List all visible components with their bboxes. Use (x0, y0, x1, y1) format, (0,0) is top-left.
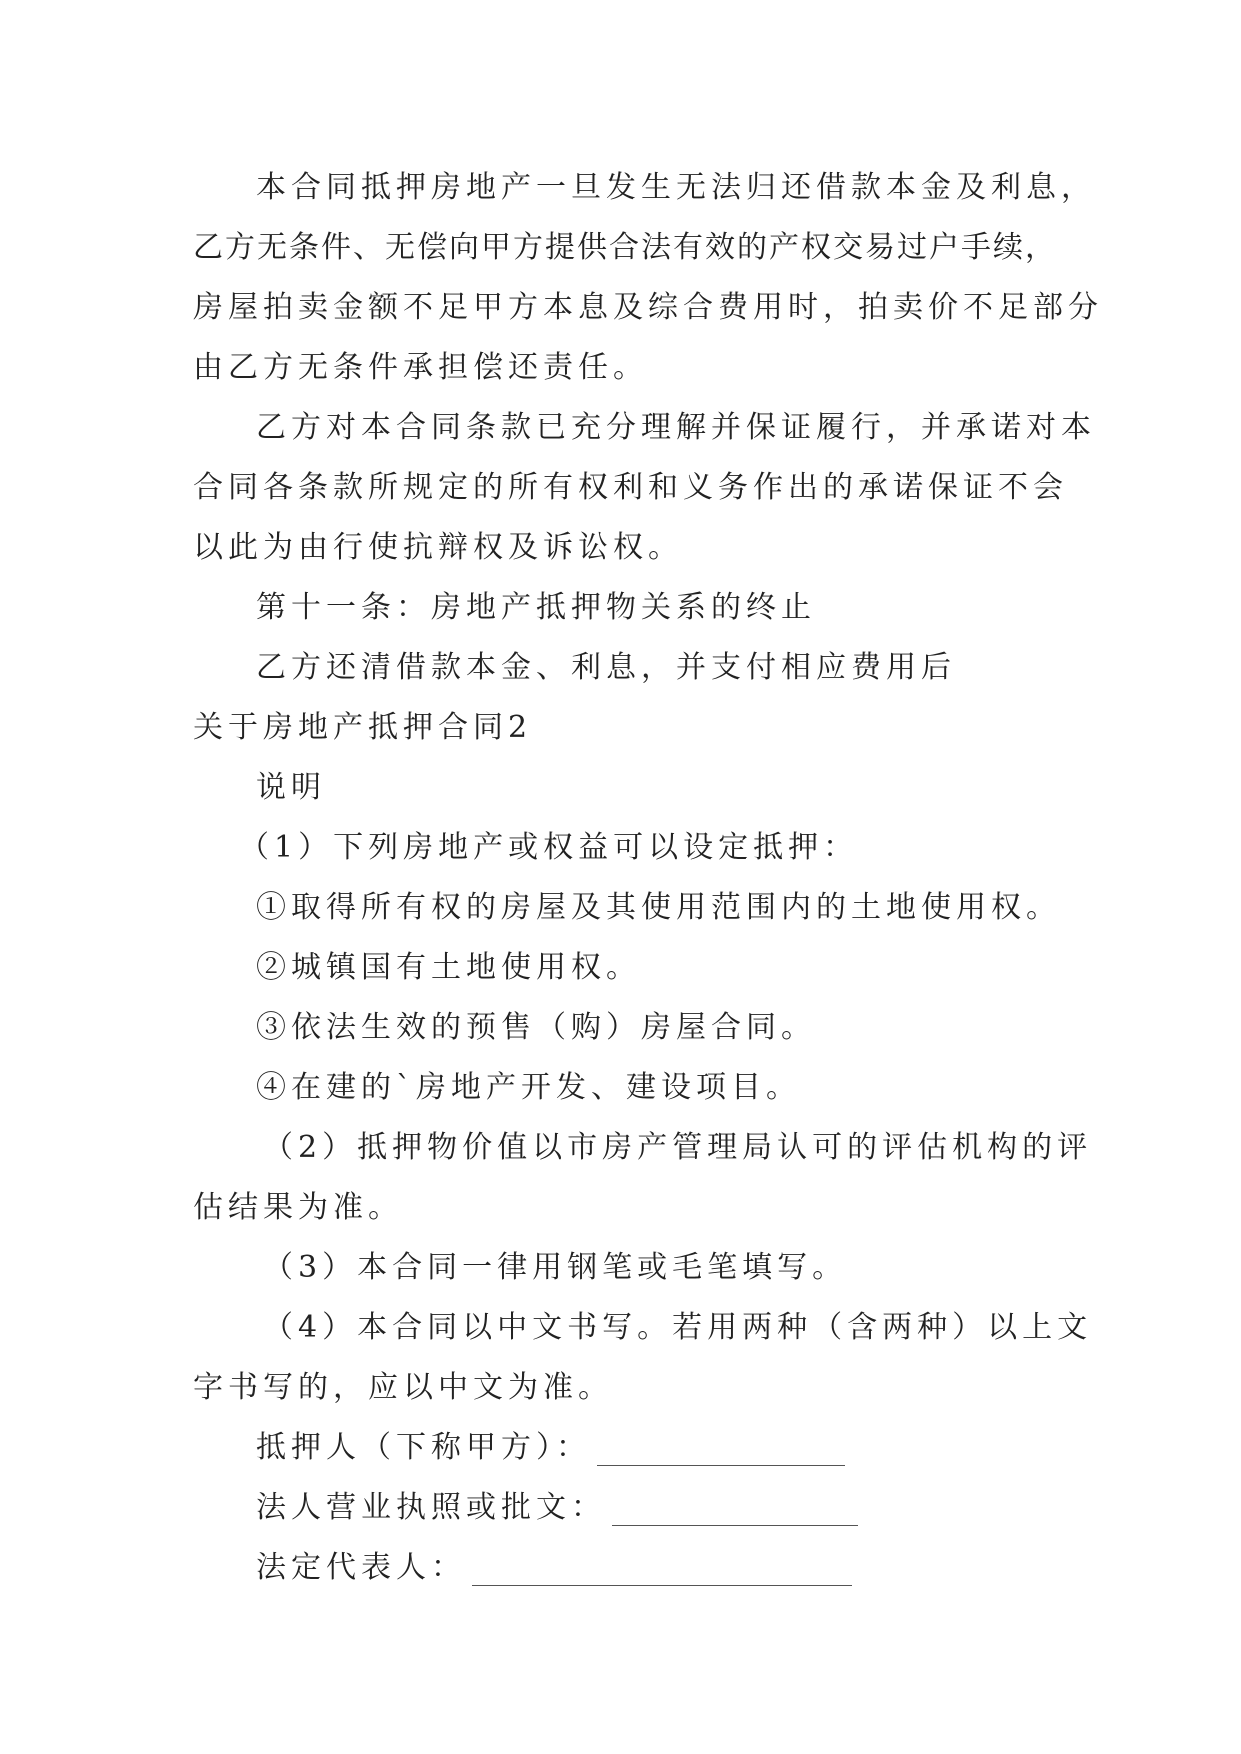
note-subitem: ①取得所有权的房屋及其使用范围内的土地使用权。 (256, 890, 1061, 925)
paragraph-line: 乙方还清借款本金、利息，并支付相应费用后 (256, 650, 956, 685)
paragraph-line: 由乙方无条件承担偿还责任。 (193, 350, 648, 385)
legal-representative-field (193, 1538, 1093, 1598)
fill-in-blank[interactable] (612, 1493, 858, 1526)
note-subitem: ③依法生效的预售（购）房屋合同。 (256, 1010, 816, 1045)
fill-in-blank[interactable] (597, 1433, 845, 1466)
paragraph-line: 乙方对本合同条款已充分理解并保证履行，并承诺对本 (256, 410, 1096, 445)
paragraph-line: 房屋拍卖金额不足甲方本息及综合费用时，拍卖价不足部分 (193, 290, 1103, 325)
field-label: 法人营业执照或批文： (256, 1490, 606, 1525)
note-item: （1）下列房地产或权益可以设定抵押： (239, 830, 859, 865)
paragraph-line: 本合同抵押房地产一旦发生无法归还借款本金及利息， (256, 170, 1096, 205)
field-label: 法定代表人： (256, 1550, 466, 1585)
note-item: （3）本合同一律用钢笔或毛笔填写。 (263, 1250, 848, 1285)
article-heading: 第十一条：房地产抵押物关系的终止 (256, 590, 816, 625)
section-title: 关于房地产抵押合同2 (193, 710, 533, 745)
note-item: （4）本合同以中文书写。若用两种（含两种）以上文 (263, 1310, 1093, 1345)
paragraph-line: 以此为由行使抗辩权及诉讼权。 (193, 530, 683, 565)
paragraph-line: 估结果为准。 (193, 1190, 403, 1225)
license-field (193, 1478, 1093, 1538)
document-body (193, 158, 1103, 1598)
paragraph-line: 合同各条款所规定的所有权利和义务作出的承诺保证不会 (193, 470, 1068, 505)
note-subitem: ②城镇国有土地使用权。 (256, 950, 641, 985)
mortgagor-field (193, 1418, 1093, 1478)
field-label: 抵押人（下称甲方）： (256, 1430, 591, 1465)
paragraph-line: 字书写的，应以中文为准。 (193, 1370, 613, 1405)
paragraph-line: 乙方无条件、无偿向甲方提供合法有效的产权交易过户手续， (193, 230, 1057, 265)
note-item: （2）抵押物价值以市房产管理局认可的评估机构的评 (263, 1130, 1093, 1165)
fill-in-blank[interactable] (472, 1553, 852, 1586)
notes-heading: 说明 (256, 770, 326, 805)
note-subitem: ④在建的`房地产开发、建设项目。 (256, 1070, 801, 1105)
